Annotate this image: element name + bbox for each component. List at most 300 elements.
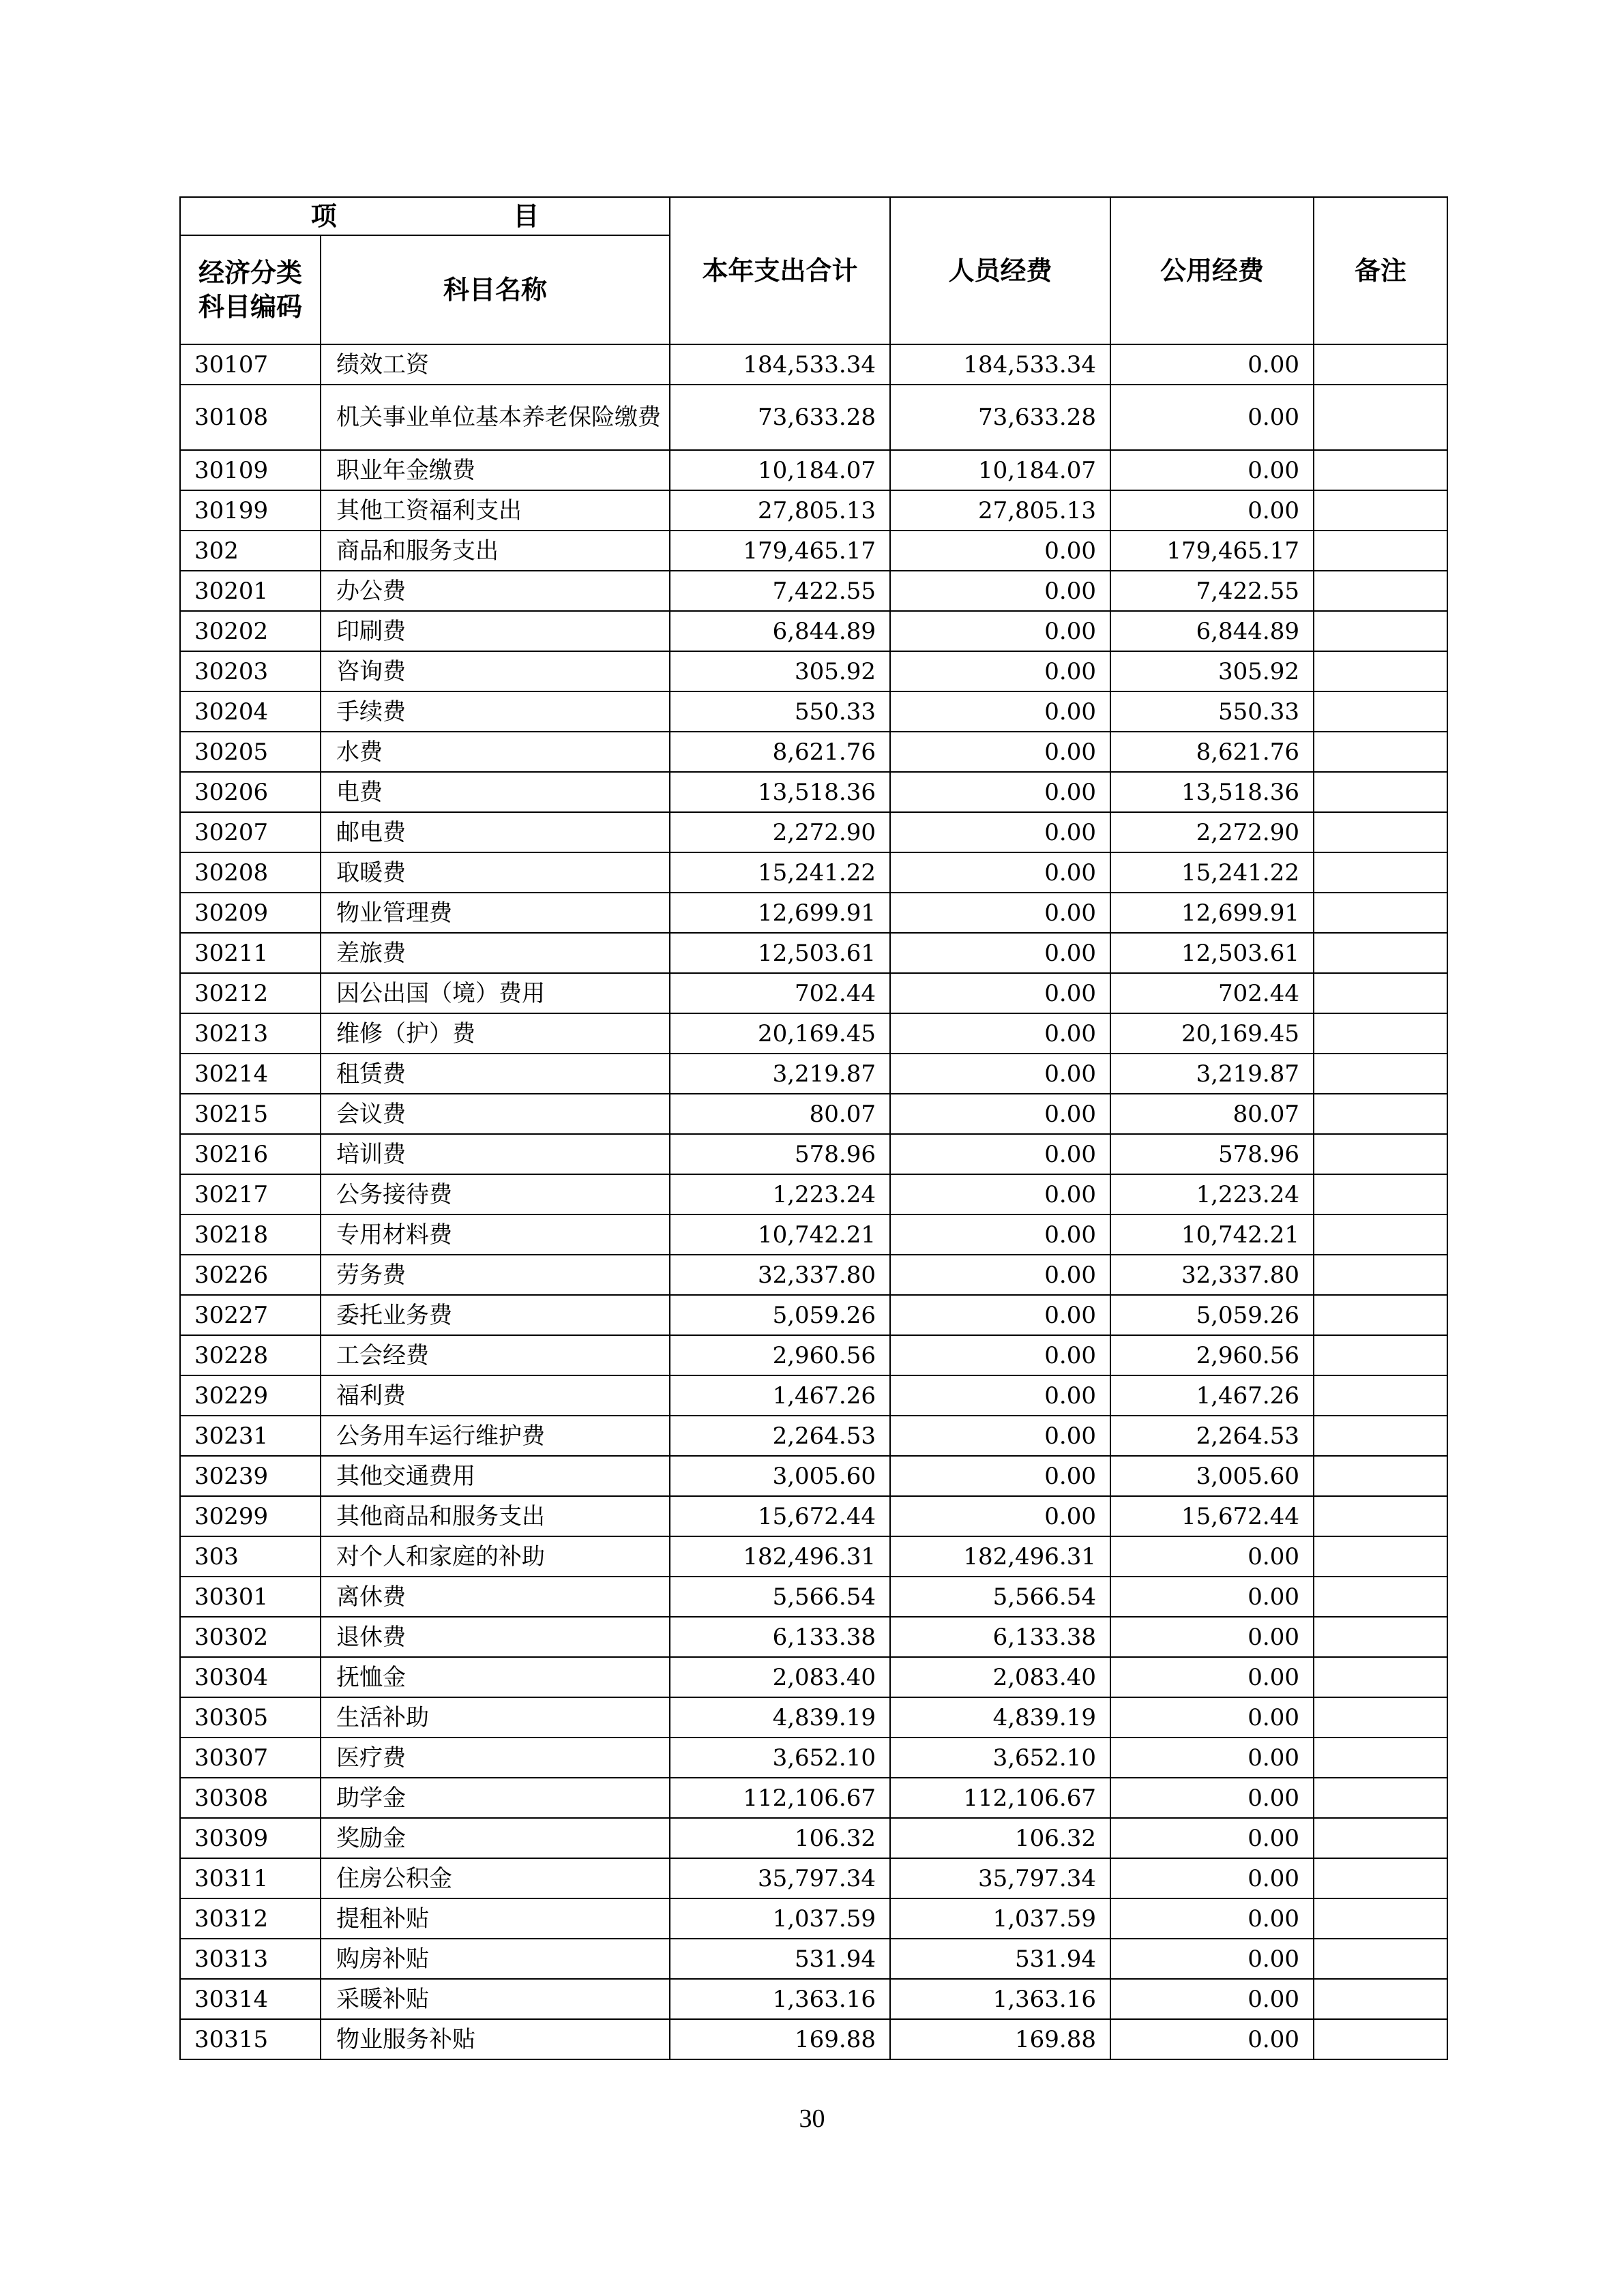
cell-code: 30218 [180,1214,321,1255]
cell-note [1314,1577,1447,1617]
header-subject-name: 科目名称 [321,235,670,344]
cell-note [1314,1657,1447,1697]
cell-personnel: 73,633.28 [890,385,1110,450]
cell-total: 6,844.89 [670,611,890,651]
cell-code: 30215 [180,1094,321,1134]
page-number: 30 [799,2104,825,2133]
cell-name: 福利费 [321,1375,670,1416]
cell-name: 物业管理费 [321,893,670,933]
cell-personnel: 1,363.16 [890,1979,1110,2019]
cell-personnel: 27,805.13 [890,490,1110,531]
cell-public: 3,005.60 [1110,1456,1314,1496]
cell-personnel: 6,133.38 [890,1617,1110,1657]
table-row [180,1898,1447,1939]
cell-personnel: 0.00 [890,1496,1110,1536]
cell-code: 30309 [180,1818,321,1858]
cell-code: 30202 [180,611,321,651]
cell-code: 30314 [180,1979,321,2019]
cell-code: 30213 [180,1013,321,1054]
cell-personnel: 112,106.67 [890,1778,1110,1818]
cell-personnel: 3,652.10 [890,1738,1110,1778]
cell-note [1314,1416,1447,1456]
cell-total: 112,106.67 [670,1778,890,1818]
cell-note [1314,1456,1447,1496]
cell-total: 7,422.55 [670,571,890,611]
cell-code: 30307 [180,1738,321,1778]
table-row [180,1094,1447,1134]
cell-personnel: 0.00 [890,1094,1110,1134]
cell-total: 27,805.13 [670,490,890,531]
table-row [180,1738,1447,1778]
cell-total: 80.07 [670,1094,890,1134]
cell-public: 0.00 [1110,1939,1314,1979]
cell-code: 30304 [180,1657,321,1697]
cell-public: 550.33 [1110,691,1314,732]
cell-total: 578.96 [670,1134,890,1174]
cell-name: 手续费 [321,691,670,732]
cell-name: 住房公积金 [321,1858,670,1898]
cell-public: 32,337.80 [1110,1255,1314,1295]
cell-name: 抚恤金 [321,1657,670,1697]
cell-note [1314,1496,1447,1536]
cell-name: 因公出国（境）费用 [321,973,670,1013]
cell-name: 提租补贴 [321,1898,670,1939]
cell-total: 184,533.34 [670,344,890,385]
cell-name: 机关事业单位基本养老保险缴费 [321,385,670,450]
cell-public: 0.00 [1110,1536,1314,1577]
cell-public: 0.00 [1110,450,1314,490]
cell-public: 10,742.21 [1110,1214,1314,1255]
cell-public: 0.00 [1110,1697,1314,1738]
cell-name: 采暖补贴 [321,1979,670,2019]
cell-note [1314,1858,1447,1898]
cell-note [1314,1617,1447,1657]
cell-personnel: 4,839.19 [890,1697,1110,1738]
table-row [180,531,1447,571]
cell-personnel: 1,037.59 [890,1898,1110,1939]
cell-total: 8,621.76 [670,732,890,772]
cell-public: 15,672.44 [1110,1496,1314,1536]
table-row [180,812,1447,852]
cell-code: 30203 [180,651,321,691]
cell-note [1314,1979,1447,2019]
cell-public: 0.00 [1110,344,1314,385]
cell-total: 5,059.26 [670,1295,890,1335]
cell-public: 2,960.56 [1110,1335,1314,1375]
cell-code: 30204 [180,691,321,732]
cell-code: 30217 [180,1174,321,1214]
table-row [180,490,1447,531]
cell-total: 32,337.80 [670,1255,890,1295]
table-row [180,651,1447,691]
cell-personnel: 2,083.40 [890,1657,1110,1697]
table-row [180,1174,1447,1214]
cell-code: 30312 [180,1898,321,1939]
cell-public: 179,465.17 [1110,531,1314,571]
cell-personnel: 0.00 [890,1295,1110,1335]
cell-note [1314,973,1447,1013]
cell-public: 20,169.45 [1110,1013,1314,1054]
cell-note [1314,571,1447,611]
cell-public: 305.92 [1110,651,1314,691]
cell-code: 30109 [180,450,321,490]
cell-code: 30216 [180,1134,321,1174]
table-row [180,1657,1447,1697]
cell-public: 0.00 [1110,1898,1314,1939]
cell-total: 106.32 [670,1818,890,1858]
table-row [180,852,1447,893]
cell-public: 0.00 [1110,1577,1314,1617]
table-row [180,1295,1447,1335]
expenditure-table [179,196,1448,2060]
cell-name: 印刷费 [321,611,670,651]
cell-total: 3,652.10 [670,1738,890,1778]
table-row [180,732,1447,772]
cell-note [1314,1013,1447,1054]
cell-personnel: 0.00 [890,1134,1110,1174]
cell-total: 4,839.19 [670,1697,890,1738]
cell-code: 30206 [180,772,321,812]
cell-name: 办公费 [321,571,670,611]
cell-personnel: 0.00 [890,1375,1110,1416]
cell-total: 2,083.40 [670,1657,890,1697]
cell-note [1314,1174,1447,1214]
cell-personnel: 182,496.31 [890,1536,1110,1577]
cell-total: 12,503.61 [670,933,890,973]
cell-note [1314,1255,1447,1295]
table-row [180,611,1447,651]
cell-name: 商品和服务支出 [321,531,670,571]
cell-note [1314,490,1447,531]
cell-note [1314,450,1447,490]
cell-total: 12,699.91 [670,893,890,933]
cell-total: 73,633.28 [670,385,890,450]
table-row [180,1335,1447,1375]
cell-total: 1,037.59 [670,1898,890,1939]
table-row [180,1013,1447,1054]
cell-name: 其他商品和服务支出 [321,1496,670,1536]
cell-total: 182,496.31 [670,1536,890,1577]
cell-note [1314,1295,1447,1335]
cell-public: 0.00 [1110,1858,1314,1898]
cell-public: 12,699.91 [1110,893,1314,933]
cell-note [1314,1697,1447,1738]
cell-public: 2,272.90 [1110,812,1314,852]
cell-note [1314,1134,1447,1174]
cell-code: 30308 [180,1778,321,1818]
table-row [180,1979,1447,2019]
cell-name: 对个人和家庭的补助 [321,1536,670,1577]
cell-code: 30226 [180,1255,321,1295]
cell-public: 5,059.26 [1110,1295,1314,1335]
cell-note [1314,1536,1447,1577]
cell-personnel: 169.88 [890,2019,1110,2059]
cell-personnel: 0.00 [890,1054,1110,1094]
cell-public: 2,264.53 [1110,1416,1314,1456]
cell-code: 30315 [180,2019,321,2059]
cell-total: 3,005.60 [670,1456,890,1496]
table-row [180,1255,1447,1295]
cell-total: 15,241.22 [670,852,890,893]
cell-public: 13,518.36 [1110,772,1314,812]
cell-code: 30305 [180,1697,321,1738]
cell-code: 30302 [180,1617,321,1657]
cell-total: 10,742.21 [670,1214,890,1255]
table-row [180,571,1447,611]
cell-name: 咨询费 [321,651,670,691]
cell-personnel: 0.00 [890,571,1110,611]
cell-total: 13,518.36 [670,772,890,812]
cell-note [1314,385,1447,450]
table-row [180,1054,1447,1094]
cell-code: 30227 [180,1295,321,1335]
cell-public: 12,503.61 [1110,933,1314,973]
cell-public: 15,241.22 [1110,852,1314,893]
cell-note [1314,1375,1447,1416]
cell-name: 其他工资福利支出 [321,490,670,531]
table-row [180,2019,1447,2059]
cell-name: 维修（护）费 [321,1013,670,1054]
cell-note [1314,812,1447,852]
cell-personnel: 531.94 [890,1939,1110,1979]
cell-public: 0.00 [1110,1979,1314,2019]
cell-note [1314,691,1447,732]
cell-name: 其他交通费用 [321,1456,670,1496]
cell-name: 购房补贴 [321,1939,670,1979]
cell-name: 电费 [321,772,670,812]
table-row [180,1778,1447,1818]
table-row [180,893,1447,933]
header-personnel-expense: 人员经费 [890,197,1110,344]
cell-public: 80.07 [1110,1094,1314,1134]
cell-personnel: 0.00 [890,691,1110,732]
cell-personnel: 0.00 [890,973,1110,1013]
cell-note [1314,651,1447,691]
cell-note [1314,1939,1447,1979]
table-row [180,691,1447,732]
cell-code: 302 [180,531,321,571]
cell-code: 30299 [180,1496,321,1536]
cell-personnel: 184,533.34 [890,344,1110,385]
cell-code: 30209 [180,893,321,933]
cell-note [1314,772,1447,812]
cell-public: 1,467.26 [1110,1375,1314,1416]
cell-public: 1,223.24 [1110,1174,1314,1214]
cell-note [1314,1335,1447,1375]
cell-total: 20,169.45 [670,1013,890,1054]
cell-total: 15,672.44 [670,1496,890,1536]
cell-name: 会议费 [321,1094,670,1134]
cell-note [1314,2019,1447,2059]
cell-name: 助学金 [321,1778,670,1818]
cell-total: 2,272.90 [670,812,890,852]
cell-note [1314,1818,1447,1858]
cell-code: 30311 [180,1858,321,1898]
cell-personnel: 0.00 [890,893,1110,933]
cell-note [1314,1054,1447,1094]
cell-personnel: 35,797.34 [890,1858,1110,1898]
cell-personnel: 0.00 [890,812,1110,852]
cell-total: 5,566.54 [670,1577,890,1617]
cell-public: 0.00 [1110,1818,1314,1858]
header-group-project: 项 目 [180,197,670,235]
cell-personnel: 5,566.54 [890,1577,1110,1617]
cell-public: 0.00 [1110,1778,1314,1818]
cell-name: 差旅费 [321,933,670,973]
cell-code: 30229 [180,1375,321,1416]
cell-personnel: 0.00 [890,1335,1110,1375]
cell-code: 30107 [180,344,321,385]
header-economic-code-text: 经济分类科目编码 [198,258,303,322]
cell-code: 30301 [180,1577,321,1617]
cell-note [1314,1214,1447,1255]
header-total-expenditure: 本年支出合计 [670,197,890,344]
table-body [180,344,1447,2059]
cell-personnel: 0.00 [890,852,1110,893]
cell-public: 0.00 [1110,2019,1314,2059]
cell-total: 550.33 [670,691,890,732]
cell-public: 7,422.55 [1110,571,1314,611]
cell-note [1314,344,1447,385]
cell-name: 公务接待费 [321,1174,670,1214]
table-row [180,1697,1447,1738]
cell-total: 35,797.34 [670,1858,890,1898]
cell-name: 生活补助 [321,1697,670,1738]
cell-personnel: 0.00 [890,611,1110,651]
table-row [180,1818,1447,1858]
table-row [180,973,1447,1013]
table-row [180,344,1447,385]
cell-personnel: 0.00 [890,1174,1110,1214]
table-row [180,772,1447,812]
cell-name: 工会经费 [321,1335,670,1375]
header-note: 备注 [1314,197,1447,344]
cell-public: 578.96 [1110,1134,1314,1174]
cell-name: 退休费 [321,1617,670,1657]
cell-note [1314,1898,1447,1939]
header-public-expense: 公用经费 [1110,197,1314,344]
cell-total: 1,467.26 [670,1375,890,1416]
cell-public: 0.00 [1110,1617,1314,1657]
cell-total: 1,223.24 [670,1174,890,1214]
cell-public: 8,621.76 [1110,732,1314,772]
cell-public: 0.00 [1110,490,1314,531]
cell-personnel: 10,184.07 [890,450,1110,490]
cell-total: 702.44 [670,973,890,1013]
cell-total: 179,465.17 [670,531,890,571]
cell-code: 303 [180,1536,321,1577]
cell-note [1314,852,1447,893]
cell-name: 水费 [321,732,670,772]
cell-code: 30231 [180,1416,321,1456]
cell-total: 2,960.56 [670,1335,890,1375]
cell-public: 702.44 [1110,973,1314,1013]
cell-name: 职业年金缴费 [321,450,670,490]
cell-name: 离休费 [321,1577,670,1617]
cell-public: 0.00 [1110,1657,1314,1697]
cell-code: 30207 [180,812,321,852]
cell-personnel: 0.00 [890,1416,1110,1456]
cell-code: 30214 [180,1054,321,1094]
cell-note [1314,933,1447,973]
cell-note [1314,1738,1447,1778]
cell-total: 169.88 [670,2019,890,2059]
cell-personnel: 0.00 [890,732,1110,772]
cell-total: 2,264.53 [670,1416,890,1456]
cell-name: 绩效工资 [321,344,670,385]
table-row [180,1939,1447,1979]
cell-total: 305.92 [670,651,890,691]
cell-personnel: 0.00 [890,1214,1110,1255]
cell-name: 医疗费 [321,1738,670,1778]
cell-note [1314,1094,1447,1134]
cell-code: 30212 [180,973,321,1013]
table-row [180,1577,1447,1617]
cell-personnel: 0.00 [890,1255,1110,1295]
cell-note [1314,531,1447,571]
cell-public: 0.00 [1110,385,1314,450]
cell-code: 30313 [180,1939,321,1979]
table-row [180,385,1447,450]
cell-total: 3,219.87 [670,1054,890,1094]
cell-name: 委托业务费 [321,1295,670,1335]
cell-code: 30199 [180,490,321,531]
cell-name: 取暖费 [321,852,670,893]
table-row [180,1214,1447,1255]
cell-code: 30211 [180,933,321,973]
table-row [180,1496,1447,1536]
cell-name: 公务用车运行维护费 [321,1416,670,1456]
cell-total: 6,133.38 [670,1617,890,1657]
cell-code: 30239 [180,1456,321,1496]
cell-code: 30208 [180,852,321,893]
cell-note [1314,611,1447,651]
cell-name: 培训费 [321,1134,670,1174]
cell-total: 531.94 [670,1939,890,1979]
cell-personnel: 106.32 [890,1818,1110,1858]
cell-name: 劳务费 [321,1255,670,1295]
cell-code: 30205 [180,732,321,772]
cell-note [1314,1778,1447,1818]
cell-name: 邮电费 [321,812,670,852]
table-row [180,933,1447,973]
cell-total: 10,184.07 [670,450,890,490]
table-row [180,1416,1447,1456]
table-row [180,1134,1447,1174]
cell-name: 物业服务补贴 [321,2019,670,2059]
table-row [180,450,1447,490]
table-row [180,1858,1447,1898]
table-row [180,1536,1447,1577]
table-row [180,1456,1447,1496]
table-row [180,1375,1447,1416]
table-row [180,1617,1447,1657]
cell-public: 3,219.87 [1110,1054,1314,1094]
cell-note [1314,732,1447,772]
cell-personnel: 0.00 [890,933,1110,973]
header-economic-code [180,235,321,344]
cell-public: 6,844.89 [1110,611,1314,651]
cell-code: 30201 [180,571,321,611]
cell-personnel: 0.00 [890,1013,1110,1054]
cell-code: 30228 [180,1335,321,1375]
cell-personnel: 0.00 [890,531,1110,571]
cell-name: 奖励金 [321,1818,670,1858]
cell-public: 0.00 [1110,1738,1314,1778]
cell-code: 30108 [180,385,321,450]
cell-personnel: 0.00 [890,1456,1110,1496]
cell-personnel: 0.00 [890,772,1110,812]
